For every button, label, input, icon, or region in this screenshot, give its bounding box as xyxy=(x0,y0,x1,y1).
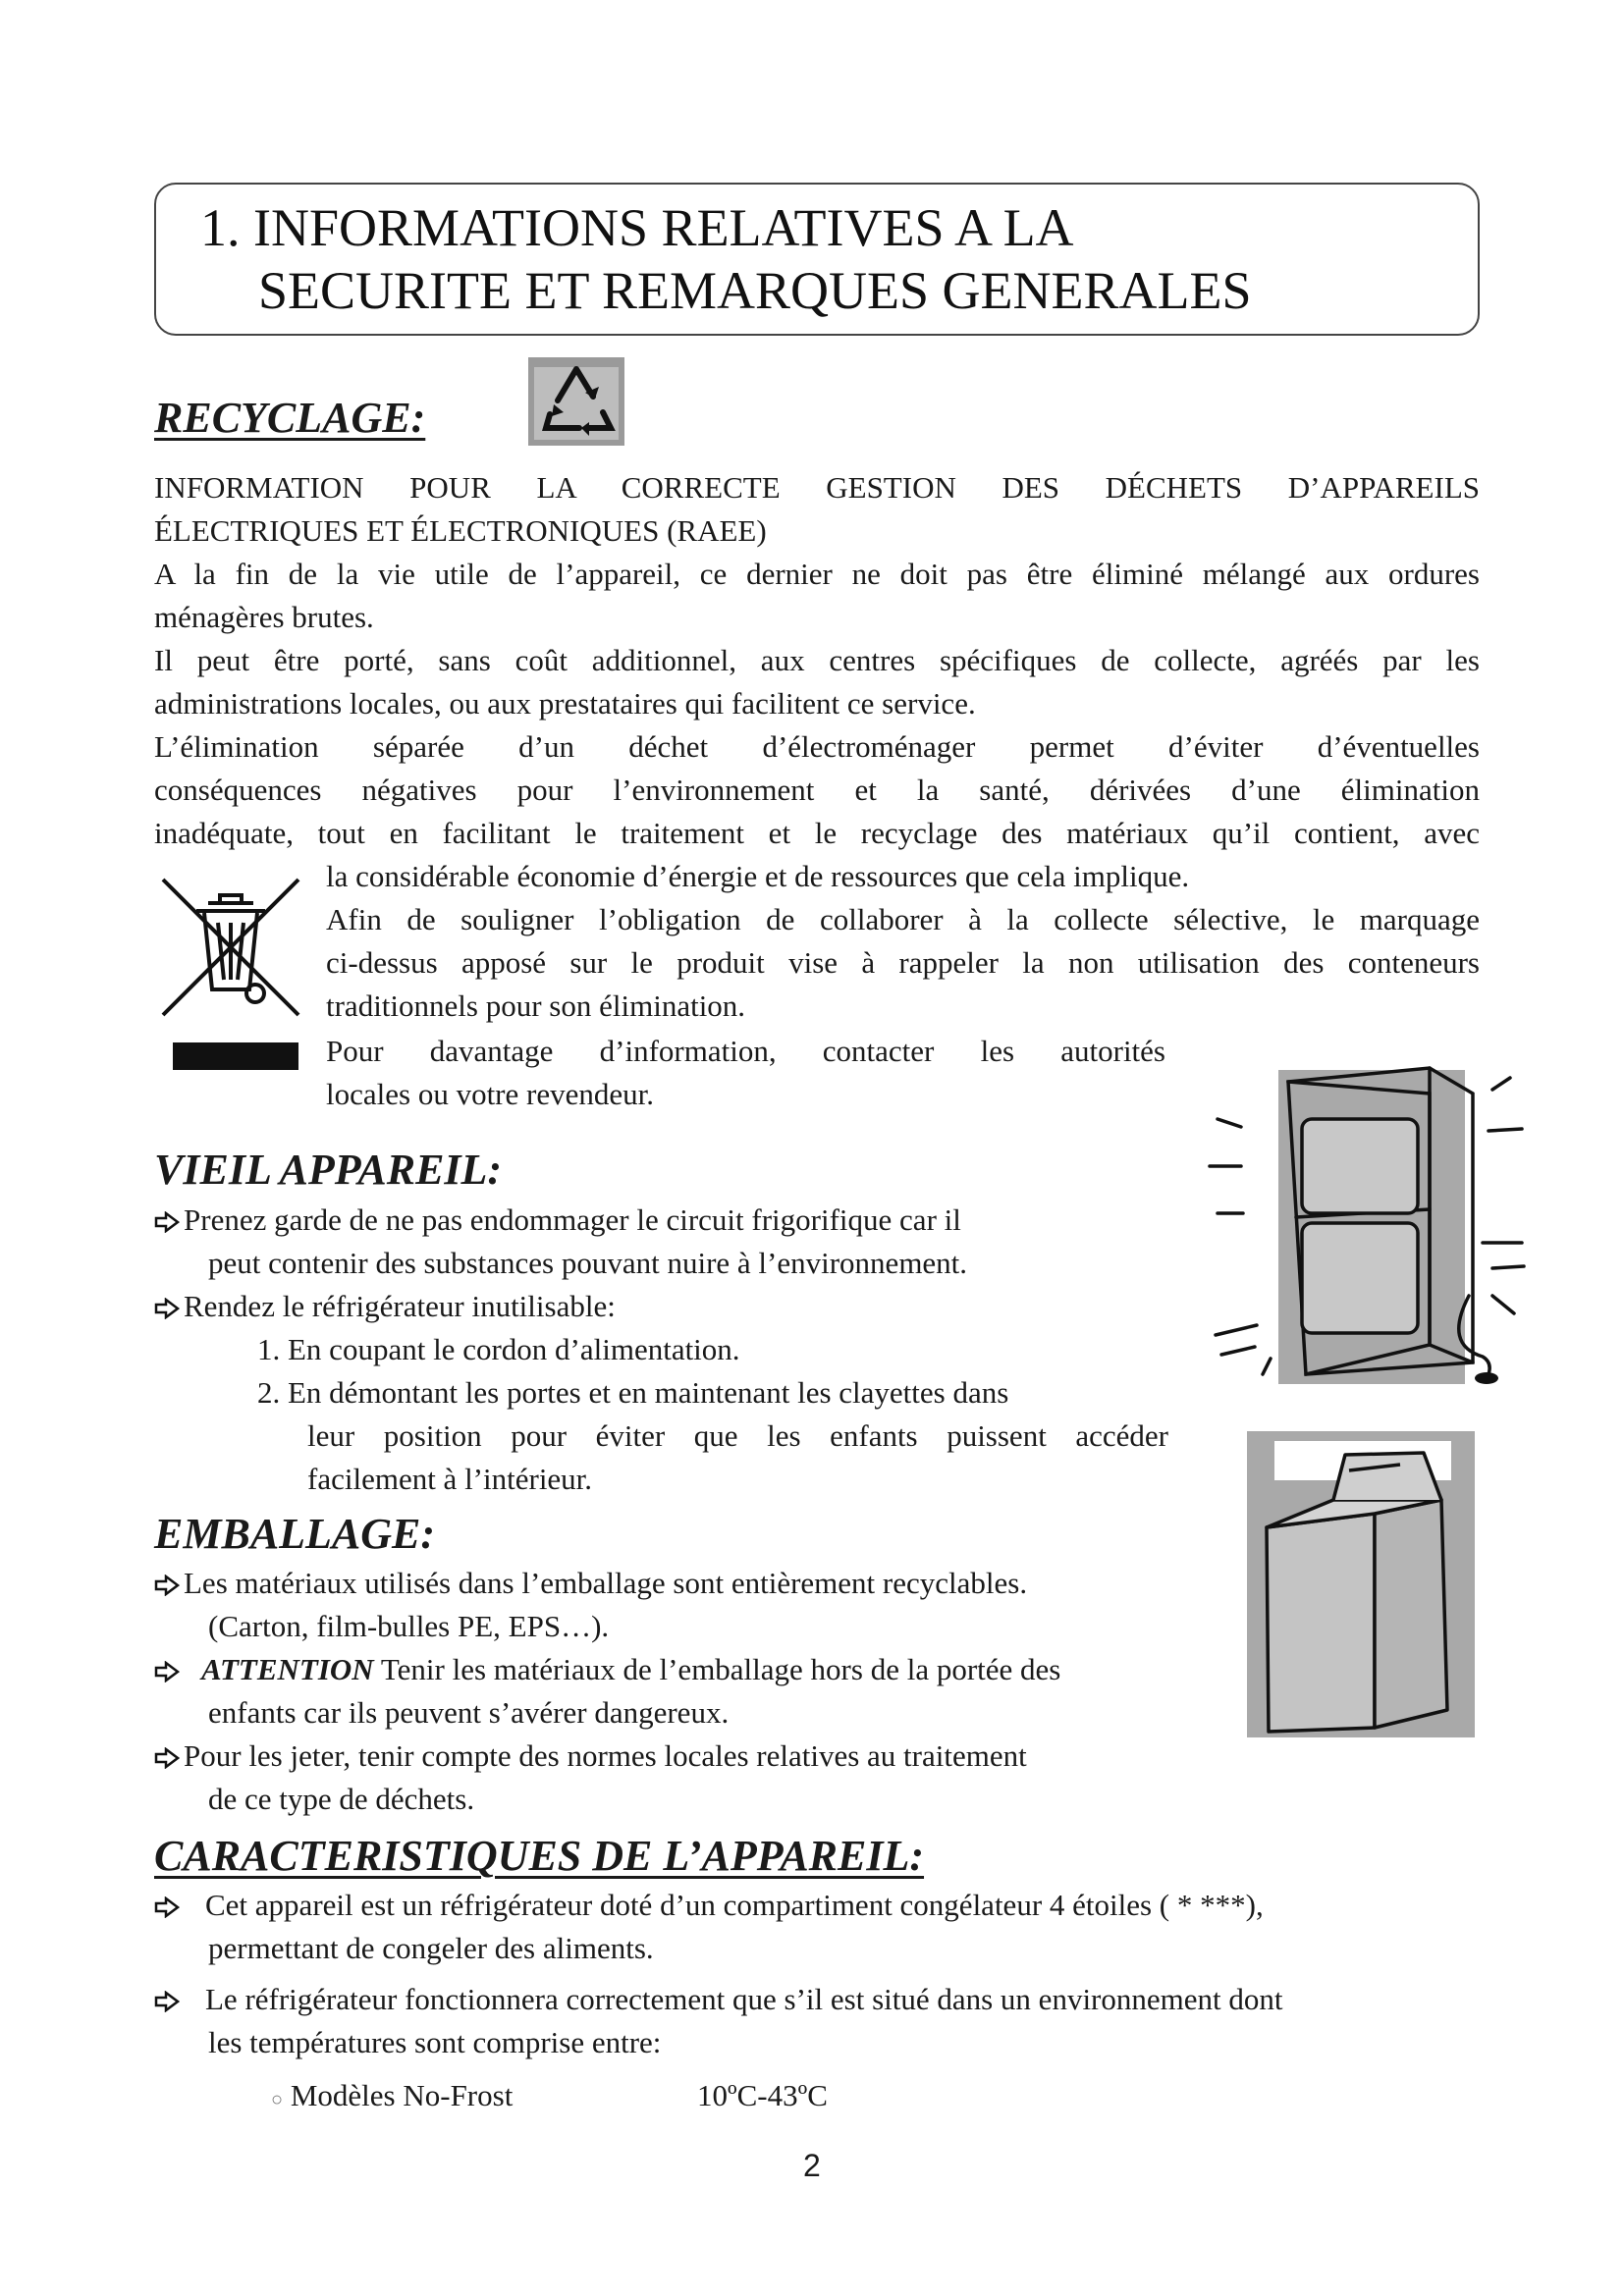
black-bar xyxy=(173,1042,298,1070)
vieil-appareil-step-1: 1. En coupant le cordon d’alimentation. xyxy=(257,1332,740,1366)
recyclage-line-15: locales ou votre revendeur. xyxy=(326,1077,654,1111)
recyclage-line-5: Il peut être porté, sans coût additionnel, aux centres spécifiques de collecte, agréés par les xyxy=(154,643,1480,677)
packaging-box-illustration xyxy=(1247,1431,1475,1737)
attention-label: ATTENTION xyxy=(201,1652,374,1686)
caracteristiques-line-2: permettant de congeler des aliments. xyxy=(208,1931,654,1965)
recyclage-line-9: inadéquate, tout en facilitant le traitement et le recyclage des matériaux qu’il contient, avec xyxy=(154,816,1480,850)
caracteristiques-item-1: Cet appareil est un réfrigérateur doté d’un compartiment congélateur 4 étoiles ( * ***), xyxy=(154,1884,1264,1927)
caracteristiques-item-2: Le réfrigérateur fonctionnera correctement que s’il est situé dans un environnement dont xyxy=(154,1978,1283,2021)
recyclage-line-13: traditionnels pour son élimination. xyxy=(326,988,746,1023)
recyclage-line-11: Afin de souligner l’obligation de collaborer à la collecte sélective, le marquage xyxy=(326,902,1480,936)
emballage-line-4: enfants car ils peuvent s’avérer dangereux. xyxy=(208,1695,730,1730)
arrow-right-icon xyxy=(154,1562,184,1605)
arrow-right-icon xyxy=(154,1735,184,1778)
recyclage-heading: RECYCLAGE: xyxy=(154,394,426,442)
title-line-2: SECURITE ET REMARQUES GENERALES xyxy=(258,261,1252,320)
recyclage-line-14: Pour davantage d’information, contacter les autorités xyxy=(326,1034,1165,1068)
vieil-appareil-line-2: peut contenir des substances pouvant nuire à l’environnement. xyxy=(208,1246,968,1280)
model-label: Modèles No-Frost xyxy=(290,2078,514,2112)
shaking-fridge-illustration xyxy=(1198,1050,1551,1404)
title-box xyxy=(154,183,1480,336)
emballage-line-6: de ce type de déchets. xyxy=(208,1782,475,1816)
recyclage-line-2: ÉLECTRIQUES ET ÉLECTRONIQUES (RAEE) xyxy=(154,513,767,548)
caracteristiques-line-4: les températures sont comprise entre: xyxy=(208,2025,662,2059)
emballage-line-2: (Carton, film-bulles PE, EPS…). xyxy=(208,1609,610,1643)
recyclage-line-6: administrations locales, ou aux prestataires qui facilitent ce service. xyxy=(154,686,976,721)
vieil-appareil-step-2-line-3: facilement à l’intérieur. xyxy=(307,1462,593,1496)
recycle-icon xyxy=(528,357,624,446)
vieil-appareil-step-2-line-2: leur position pour éviter que les enfants puissent accéder xyxy=(307,1418,1168,1453)
recyclage-line-4: ménagères brutes. xyxy=(154,600,374,634)
emballage-heading: EMBALLAGE: xyxy=(154,1510,436,1558)
caracteristiques-heading: CARACTERISTIQUES DE L’APPAREIL: xyxy=(154,1832,925,1880)
recyclage-line-1: INFORMATION POUR LA CORRECTE GESTION DES DÉCHETS D’APPAREILS xyxy=(154,470,1480,505)
model-row xyxy=(271,2074,513,2121)
page-number: 2 xyxy=(803,2148,821,2183)
vieil-appareil-item-1: Prenez garde de ne pas endommager le circuit frigorifique car il xyxy=(154,1199,961,1242)
bullet-circle-icon: ○ xyxy=(271,2089,284,2110)
recyclage-line-12: ci-dessus apposé sur le produit vise à rappeler la non utilisation des conteneurs xyxy=(326,945,1480,980)
emballage-item-2: ATTENTION Tenir les matériaux de l’emballage hors de la portée des xyxy=(154,1648,1060,1691)
emballage-item-1: Les matériaux utilisés dans l’emballage sont entièrement recyclables. xyxy=(154,1562,1027,1605)
vieil-appareil-item-2: Rendez le réfrigérateur inutilisable: xyxy=(154,1285,616,1328)
arrow-right-icon xyxy=(154,1978,205,2021)
vieil-appareil-heading: VIEIL APPAREIL: xyxy=(154,1146,503,1194)
arrow-right-icon xyxy=(154,1285,184,1328)
arrow-right-icon xyxy=(154,1648,201,1691)
crossed-out-bin-icon xyxy=(157,874,304,1021)
recyclage-line-10: la considérable économie d’énergie et de ressources que cela implique. xyxy=(326,859,1190,893)
vieil-appareil-step-2: 2. En démontant les portes et en maintenant les clayettes dans xyxy=(257,1375,1009,1410)
recyclage-line-3: A la fin de la vie utile de l’appareil, ce dernier ne doit pas être éliminé mélangé aux ordures xyxy=(154,557,1480,591)
arrow-right-icon xyxy=(154,1884,205,1927)
emballage-item-3: Pour les jeter, tenir compte des normes locales relatives au traitement xyxy=(154,1735,1027,1778)
recyclage-line-8: conséquences négatives pour l’environnement et la santé, dérivées d’une élimination xyxy=(154,773,1480,807)
title-line-1: 1. INFORMATIONS RELATIVES A LA xyxy=(200,198,1074,257)
arrow-right-icon xyxy=(154,1199,184,1242)
recyclage-line-7: L’élimination séparée d’un déchet d’électroménager permet d’éviter d’éventuelles xyxy=(154,729,1480,764)
model-range: 10ºC-43ºC xyxy=(697,2078,828,2112)
